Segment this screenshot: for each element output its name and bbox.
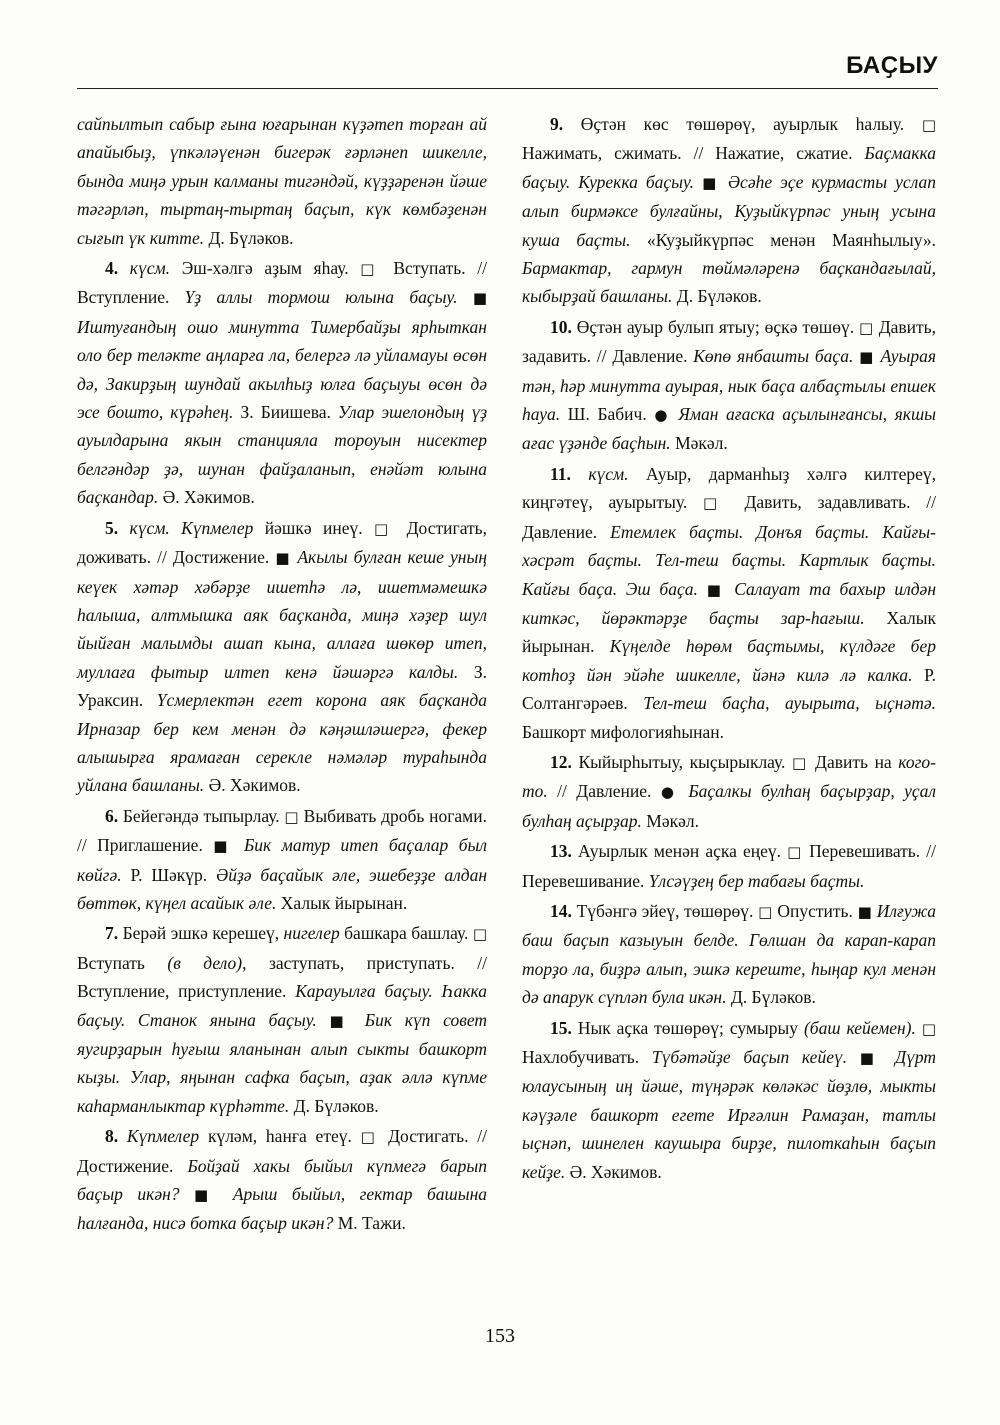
russian-translation: Вступать. // Вступление. bbox=[77, 258, 488, 308]
example-text: Баҫмакка баҫыу. Курекка баҫыу. bbox=[522, 143, 936, 192]
definition: Бейегәндә тыпырлау. bbox=[122, 805, 280, 826]
sense-number: 5. bbox=[105, 517, 119, 538]
definition: Түбәнгә эйеү, төшөрөү. bbox=[576, 900, 754, 921]
russian-translation: Нахлобучивать. bbox=[522, 1047, 640, 1067]
example-text: Улар эшелондың үҙ ауылдарына якын станцияла тороуын нисектер белгәндәр ҙә, шунан файҙаланып, енәйәт юлына баҫкандар. bbox=[77, 402, 488, 508]
example-text: Бик матур итеп баҫалар был көйгә. bbox=[77, 835, 488, 885]
sense-9 bbox=[522, 110, 936, 311]
sense-8 bbox=[77, 1122, 487, 1238]
square-marker-icon: □ bbox=[374, 519, 396, 538]
author: Д. Бүләков. bbox=[293, 1095, 379, 1116]
grammar-label: күсм. bbox=[129, 258, 171, 279]
right-column bbox=[522, 110, 936, 1186]
grammar-label: күсм. bbox=[129, 517, 170, 538]
definition: Ауырлык менән аҫка еңеү. bbox=[577, 841, 781, 862]
filled-square-marker-icon: ■ bbox=[194, 1186, 219, 1205]
left-column bbox=[77, 110, 487, 1238]
example-text: Арыш быйыл, гектар башына һалғанда, нисә ботка баҫыр икән? bbox=[77, 1184, 488, 1234]
continuation-paragraph bbox=[77, 110, 487, 252]
russian-translation: // Давление. bbox=[557, 781, 652, 802]
russian-note: (в дело), bbox=[167, 952, 247, 973]
russian-translation: Нажимать, сжимать. // Нажатие, сжатие. bbox=[522, 143, 853, 164]
square-marker-icon: □ bbox=[360, 260, 382, 279]
example-text: Етемлек баҫты. Донъя баҫты. Кайғы-хәсрәт баҫты. Тел-теш баҫты. Картлык баҫты. Кайғы баҫа. Эш баҫа. bbox=[522, 521, 936, 599]
sense-number: 15. bbox=[550, 1017, 572, 1038]
filled-square-marker-icon: ■ bbox=[213, 837, 234, 856]
example-text: Үсмерлектән егет корона аяк баҫканда Ирназар бер кем менән дә кәңәшләшергә, фекер алышырға ярамаған серекле нәмәләр тураһында уйлана башланы. bbox=[77, 690, 488, 796]
definition: Эш-хәлгә аҙым яһау. bbox=[181, 258, 349, 279]
definition: Берәй эшкә керешеү, bbox=[122, 923, 280, 944]
bullet-dot-icon: ● bbox=[654, 406, 671, 425]
author: Мәкәл. bbox=[646, 810, 699, 831]
example-text: Яман ағаска аҫылынғансы, якшы ағас үҙәнде баҫһын. bbox=[522, 404, 937, 454]
sense-number: 12. bbox=[550, 751, 572, 772]
example-text: Бармактар, гармун төймәләренә баҫкандағылай, кыбырҙай башланы. bbox=[522, 258, 936, 307]
author: Ә. Хәкимов. bbox=[162, 487, 255, 508]
russian-translation: Давить, задавливать. // Давление. bbox=[522, 492, 936, 542]
filled-square-marker-icon: ■ bbox=[857, 902, 873, 921]
sense-12 bbox=[522, 748, 936, 835]
definition-italic: (баш кейемен). bbox=[803, 1017, 916, 1038]
author: Халык йырынан. bbox=[522, 607, 936, 657]
square-marker-icon: □ bbox=[792, 753, 809, 772]
author: Ә. Хәкимов. bbox=[569, 1161, 662, 1182]
definition: Кыйырһытыу, кыҫырыклау. bbox=[578, 751, 786, 772]
sense-10 bbox=[522, 313, 936, 458]
definition: Нык аҫка төшөрөү; сумырыу bbox=[577, 1017, 798, 1038]
example-text: Тел-теш баҫһа, ауырыта, ыҫнәтә. bbox=[643, 693, 936, 714]
author: Д. Бүләков. bbox=[676, 286, 762, 307]
example-text: Үҙ аллы тормош юлына баҫыу. bbox=[184, 287, 458, 308]
square-marker-icon: □ bbox=[921, 1019, 937, 1038]
example-text: Акылы булған кеше уның кеүек хәтәр хәбәрҙе ишетһә лә, ишетмәмешкә һалыша, алтмышка аяк баҫканда, миңә хәҙер шул йыйған малымды ашап кына, аллаға шөкөр итеп, муллаға фытыр илтеп кенә йәшәргә калды. bbox=[77, 547, 488, 682]
sense-13 bbox=[522, 837, 936, 895]
square-marker-icon: □ bbox=[703, 494, 729, 513]
square-marker-icon: □ bbox=[284, 807, 299, 826]
russian-translation: Перевешивать. // Перевешивание. bbox=[522, 841, 936, 891]
sense-11 bbox=[522, 460, 936, 746]
sense-number: 9. bbox=[550, 114, 564, 134]
author: Халык йырынан. bbox=[280, 892, 408, 913]
sense-6 bbox=[77, 802, 487, 918]
square-marker-icon: □ bbox=[472, 925, 488, 944]
filled-square-marker-icon: ■ bbox=[702, 173, 720, 192]
grammar-label: күсм. bbox=[588, 463, 629, 484]
author: Ә. Хәкимов. bbox=[208, 775, 301, 796]
example-text: Иштуғандың ошо минутта Тимербайҙы ярһыткан оло бер теләкте аңларға ла, белергә лә уйламауы өсөн дә, Закирҙың шундай акылһыҙ юлға баҫыуы өсөн дә эсе бошто, күрәһең. bbox=[77, 316, 487, 423]
author: М. Тажи. bbox=[337, 1213, 406, 1234]
filled-square-marker-icon: ■ bbox=[329, 1011, 353, 1030]
example-text: Түбәтәйҙе баҫып кейеү. bbox=[651, 1047, 848, 1067]
example-text: Көпө янбашты баҫа. bbox=[693, 346, 854, 367]
russian-translation: Достигать, доживать. // Достижение. bbox=[77, 517, 488, 568]
author: З. Ураксин. bbox=[77, 661, 488, 711]
bullet-dot-icon: ● bbox=[660, 783, 679, 802]
definition: башкара башлау. bbox=[344, 923, 469, 944]
example-text: Салауат та бахыр илдән киткәс, йөрәктәрҙе баҫты зар-һағыш. bbox=[522, 578, 937, 628]
square-marker-icon: □ bbox=[758, 902, 773, 921]
sense-number: 11. bbox=[550, 463, 571, 484]
example-text: Әйҙә баҫайык әле, эшебеҙҙе алдан бөттөк, күңел асайык әле. bbox=[77, 864, 488, 913]
sense-number: 10. bbox=[550, 316, 572, 337]
sense-number: 4. bbox=[105, 258, 119, 279]
sense-7 bbox=[77, 919, 487, 1120]
example-text: Баҫалкы булһаң баҫырҙар, уҫал булһаң аҫырҙар. bbox=[522, 781, 937, 831]
example-text: Дүрт юлаусының иң йәше, түңәрәк көләкәс йөҙлө, мыкты кәүҙәле башкорт егете Ирғәлин Рамаҙан, татлы ыҫнәп, шинелен каушыра бирҙе, пилоткаһын баҫып кейҙе. bbox=[522, 1047, 936, 1182]
sense-14 bbox=[522, 897, 936, 1012]
russian-translation: Опустить. bbox=[777, 900, 853, 921]
russian-translation: Достигать. // Достижение. bbox=[77, 1126, 487, 1176]
russian-translation: Выбивать дробь ногами. // Приглашение. bbox=[77, 805, 487, 856]
definition: күләм, һанға етеү. bbox=[207, 1126, 352, 1147]
russian-translation: Вступать bbox=[77, 952, 145, 973]
author: Башкорт мифологияһынан. bbox=[522, 721, 724, 742]
sense-number: 8. bbox=[105, 1126, 119, 1147]
example-text: Карауылға баҫыу. Һакка баҫыу. Станок янына баҫыу. bbox=[77, 981, 488, 1030]
russian-note: кого-то. bbox=[522, 751, 936, 802]
author: Д. Бүләков. bbox=[208, 227, 294, 248]
page-number: 153 bbox=[485, 1325, 515, 1347]
author: Д. Бүләков. bbox=[730, 987, 816, 1008]
definition: йәшкә инеү. bbox=[264, 517, 363, 538]
header-rule bbox=[77, 88, 938, 89]
filled-square-marker-icon: ■ bbox=[472, 289, 487, 308]
russian-translation: заступать, приступать. // Вступление, приступление. bbox=[77, 952, 488, 1002]
definition: Өҫтән ауыр булып ятыу; өҫкә төшөү. bbox=[576, 316, 855, 337]
russian-translation: Давить, задавить. // Давление. bbox=[522, 316, 937, 367]
russian-translation: Давить на bbox=[815, 751, 892, 772]
sense-15 bbox=[522, 1014, 936, 1186]
author: Р. Шәкүр. bbox=[130, 864, 208, 885]
example-text: сайпылтып сабыр ғына юғарынан күҙәтеп торған ай апайыбыҙ, үпкәләүенән бигерәк ғәрләнеп шикелле, бында миңә урын калманы тигәндәй, күҙҙәренән йәше тәгәрләп, тыртаң-тыртаң баҫып, күк көмбәҙенән сығып үк китте. bbox=[77, 114, 487, 248]
definition: Ауыр, дарманһыҙ хәлгә килтереү, киңгәтеү, ауырытыу. bbox=[522, 463, 937, 513]
definition-italic: Күпмелер bbox=[126, 1126, 200, 1147]
sense-number: 6. bbox=[105, 805, 119, 826]
author: З. Биишева. bbox=[240, 402, 331, 423]
square-marker-icon: □ bbox=[921, 116, 937, 134]
author: Р. Солтангәрәев. bbox=[522, 664, 936, 714]
author: Мәкәл. bbox=[675, 433, 728, 454]
example-text: Ауырая тән, һәр минутта ауырая, нык баҫа албаҫтылы епшек һауа. bbox=[522, 346, 936, 425]
sense-number: 14. bbox=[550, 900, 572, 921]
example-text: Бойҙай хакы быйыл күпмегә барып баҫыр икән? bbox=[77, 1155, 488, 1205]
example-text: Бик күп совет яугирҙарын һуғыш яланынан алып сыкты башкорт кыҙы. Улар, яңынан сафка баҫып, аҙак әллә күпме каһарманлыктар күрһәтте. bbox=[77, 1009, 487, 1116]
sense-5 bbox=[77, 514, 487, 800]
author: Ш. Бабич. bbox=[567, 404, 647, 425]
running-header: БАҪЫУ bbox=[846, 52, 938, 79]
square-marker-icon: □ bbox=[859, 318, 874, 337]
sense-4 bbox=[77, 254, 487, 512]
example-text: Илғужа баш баҫып казыуын белде. Гөлшан да карап-карап торҙо ла, биҙрә алып, эшкә кереште, һыңар кул менән дә апарук сүпләп була икән. bbox=[522, 900, 937, 1008]
square-marker-icon: □ bbox=[787, 843, 804, 862]
filled-square-marker-icon: ■ bbox=[706, 580, 726, 599]
filled-square-marker-icon: ■ bbox=[275, 549, 292, 568]
definition-italic: нигелер bbox=[283, 923, 340, 944]
square-marker-icon: □ bbox=[360, 1128, 380, 1147]
definition: Өҫтән көс төшөрөү, ауырлык һалыу. bbox=[580, 114, 905, 134]
source: «Куҙыйкүрпәс менән Маянһылыу». bbox=[646, 229, 937, 250]
definition-italic: Күпмелер bbox=[181, 517, 254, 538]
sense-number: 7. bbox=[105, 923, 119, 944]
example-text: Әсәһе эҫе курмасты услап алып бирмәксе булғайны, Куҙыйкүрпәс уның усына куша баҫты. bbox=[522, 171, 937, 250]
filled-square-marker-icon: ■ bbox=[859, 1049, 883, 1067]
sense-number: 13. bbox=[550, 841, 572, 862]
example-text: Күңелде һөрөм баҫтымы, күлдәге бер котһоҙ йән эйәһе шикелле, йәнә килә лә калка. bbox=[522, 636, 936, 685]
filled-square-marker-icon: ■ bbox=[859, 348, 875, 367]
example-text: Үлсәүҙең бер табағы баҫты. bbox=[648, 870, 865, 891]
